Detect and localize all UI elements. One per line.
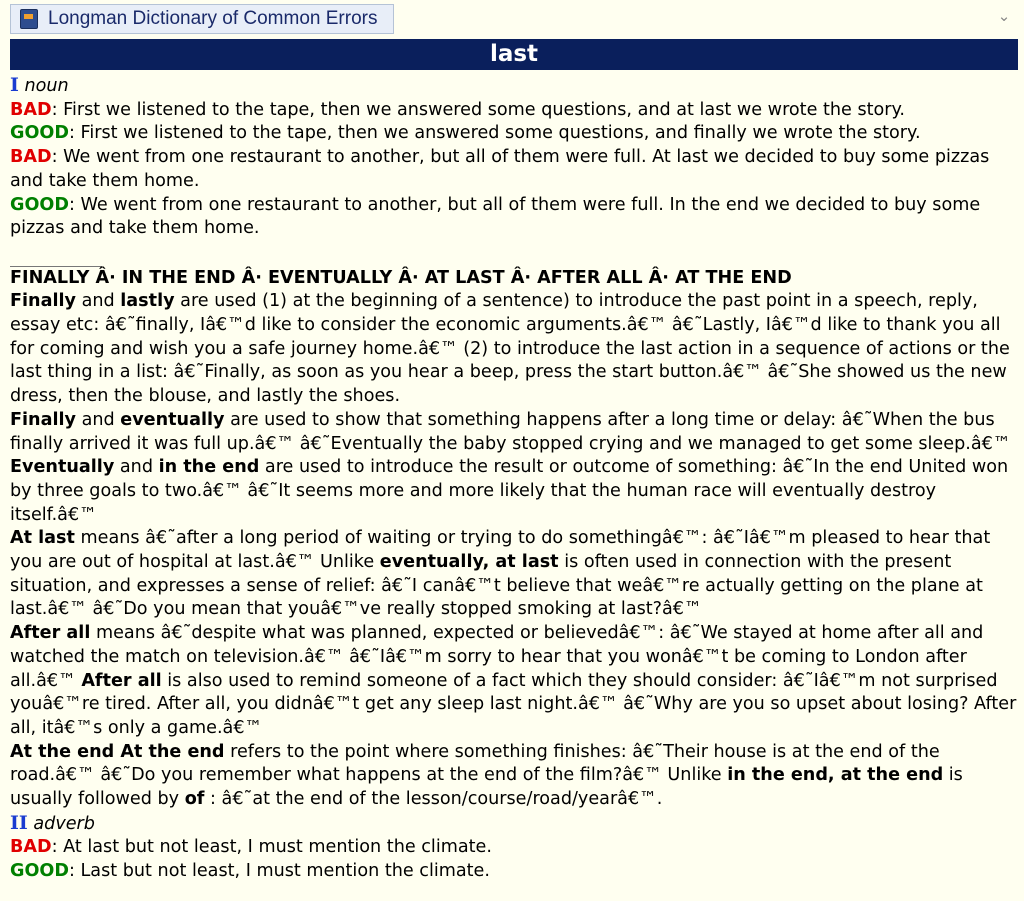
- usage-term: of: [184, 789, 205, 810]
- usage-paragraph: [10, 527, 1018, 622]
- usage-term: eventually: [120, 409, 225, 430]
- usage-term: in the end: [158, 457, 260, 478]
- usage-paragraph: [10, 456, 1018, 527]
- usage-term: lastly: [120, 291, 175, 312]
- example-text: : Last but not least, I must mention the climate.: [68, 861, 490, 882]
- example-text: : First we listened to the tape, then we answered some questions, and finally we wrote the story.: [68, 123, 921, 144]
- usage-text: refers to the point where something finishes: â€˜Their house is at the end of the road.â€™ â€˜Do you remember what happens at the end of the film?â€™ Unlike: [10, 741, 940, 786]
- usage-text: are used to introduce the result or outcome of something: â€˜In the end United won by three goals to two.â€™ â€˜It seems more and more likely that the human race will eventually destroy itself.â€™: [10, 457, 1009, 525]
- usage-text: is often used in connection with the present situation, and expresses a sense of relief: â€˜I canâ€™t believe that weâ€™re actually getting on the plane at last.â€™ â€˜Do you mean that youâ€™ve really stopped smoking at last?â€™: [10, 552, 983, 620]
- example-line: [10, 836, 1018, 860]
- usage-term: in the end, at the end: [727, 765, 944, 786]
- title-bar: [0, 0, 1024, 38]
- usage-term: At last: [10, 528, 75, 549]
- usage-text: and: [75, 291, 121, 312]
- usage-paragraph: [10, 409, 1018, 456]
- chevron-down-icon[interactable]: ⌄: [997, 7, 1011, 25]
- example-text: : At last but not least, I must mention the climate.: [51, 837, 492, 858]
- usage-term: After all: [81, 670, 162, 691]
- headword-banner: last: [10, 39, 1018, 70]
- usage-term: eventually, at last: [379, 552, 559, 573]
- usage-text: is also used to remind someone of a fact which they should consider: â€˜Iâ€™m not surprised youâ€™re tired. After all, you didnâ€™t get any sleep last night.â€™ â€˜Why are you so upset about losing? After all, itâ€™s only a game.â€™: [10, 670, 1017, 738]
- spacer: [10, 241, 1018, 265]
- usage-text: are used (1) at the beginning of a sentence) to introduce the past point in a speech, reply, essay etc: â€˜finally, Iâ€™d like to consider the economic arguments.â€™ â€˜Lastly, Iâ€™d like to thank you all for coming and wish you a safe journey home.â€™ (2) to introduce the last action in a sequence of actions or the last thing in a list: â€˜Finally, as soon as you hear a beep, press the start button.â€™ â€˜She showed us the new dress, then the blouse, and lastly the shoes.: [10, 291, 1010, 407]
- usage-text: are used to show that something happens after a long time or delay: â€˜When the bus finally arrived it was full up.â€™ â€˜Eventually the baby stopped crying and we managed to get some sleep.â€™: [10, 409, 1011, 454]
- usage-text: means â€˜after a long period of waiting or trying to do somethingâ€™: â€˜Iâ€™m pleased to hear that you are out of hospital at last.â€™ Unlike: [10, 528, 991, 573]
- usage-term: Eventually: [10, 457, 115, 478]
- example-text: : We went from one restaurant to another, but all of them were full. In the end we decided to buy some pizzas and take them home.: [10, 194, 981, 239]
- bad-label: BAD: [10, 837, 52, 858]
- part-of-speech: noun: [24, 76, 69, 96]
- usage-paragraph: [10, 622, 1018, 741]
- part-of-speech: adverb: [33, 813, 95, 834]
- usage-term: After all: [10, 623, 91, 644]
- tab-title: Longman Dictionary of Common Errors: [48, 8, 378, 29]
- usage-text: : â€˜at the end of the lesson/course/road/yearâ€™.: [204, 789, 663, 810]
- usage-term: Finally: [10, 291, 76, 312]
- usage-text: and: [75, 409, 121, 430]
- good-label: GOOD: [10, 194, 69, 215]
- sense-numeral: I: [10, 74, 19, 96]
- good-label: GOOD: [10, 123, 69, 144]
- usage-term: At the end At the end: [10, 741, 225, 762]
- example-line: [10, 99, 1018, 123]
- bad-label: BAD: [10, 99, 52, 120]
- usage-heading: FINALLY Â· IN THE END Â· EVENTUALLY Â· AT LAST Â· AFTER ALL Â· AT THE END: [10, 267, 792, 288]
- example-line: [10, 860, 1018, 884]
- example-line: [10, 146, 1018, 193]
- bad-label: BAD: [10, 147, 52, 168]
- usage-paragraph: [10, 290, 1018, 409]
- example-text: : First we listened to the tape, then we answered some questions, and at last we wrote the story.: [51, 99, 906, 120]
- example-text: : We went from one restaurant to another, but all of them were full. At last we decided to buy some pizzas and take them home.: [10, 147, 990, 191]
- usage-term: Finally: [10, 409, 76, 430]
- usage-paragraph: [10, 741, 1018, 812]
- good-label: GOOD: [10, 861, 69, 882]
- example-line: [10, 122, 1018, 146]
- dictionary-tab[interactable]: [10, 4, 394, 34]
- usage-text: means â€˜despite what was planned, expected or believedâ€™: â€˜We stayed at home after all and watched the match on television.â€™ â€˜Iâ€™m sorry to hear that you wonâ€™t be coming to London after all.â€™: [10, 623, 984, 691]
- sense-numeral: II: [10, 811, 28, 834]
- entry-content: [10, 74, 1018, 884]
- usage-text: is usually followed by: [10, 765, 963, 810]
- usage-text: and: [114, 457, 159, 478]
- book-icon: [20, 9, 38, 29]
- sense-header: [10, 74, 1018, 99]
- sense-header: [10, 812, 1018, 837]
- example-line: [10, 194, 1018, 241]
